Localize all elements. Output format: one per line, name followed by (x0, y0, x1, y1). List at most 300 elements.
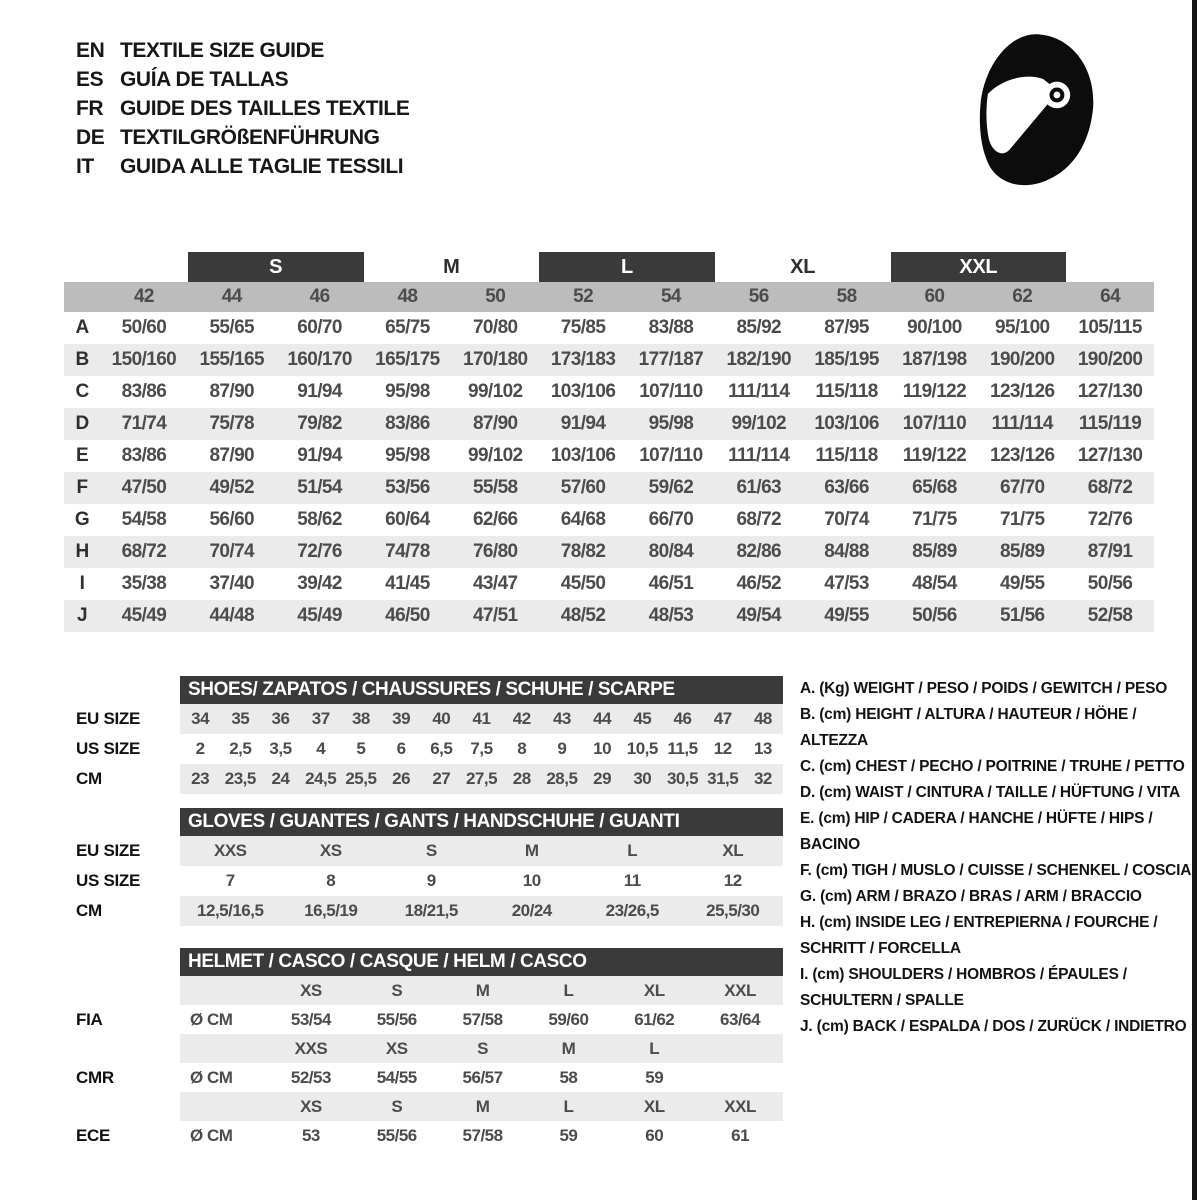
helmet-table (64, 976, 783, 1150)
shoes-value: 38 (351, 709, 370, 728)
helmet-size-label: S (391, 1096, 403, 1116)
gloves-row (64, 896, 783, 926)
size-value: 76/80 (472, 541, 518, 562)
shoes-value: 27 (432, 769, 451, 788)
helmet-sizes-row (64, 976, 783, 1005)
shoes-value: 2,5 (229, 739, 252, 758)
size-value: 95/98 (385, 381, 430, 402)
row-letter: B (75, 349, 89, 370)
numeric-size: 64 (1100, 286, 1121, 307)
size-value: 111/114 (728, 381, 790, 402)
size-value: 95/98 (648, 413, 694, 434)
shoes-value: 36 (271, 709, 290, 728)
size-value: 62/66 (472, 509, 518, 530)
size-value: 37/40 (209, 573, 255, 594)
size-value: 123/126 (990, 445, 1055, 466)
legend-item: B. (cm) HEIGHT / ALTURA / HAUTEUR / HÖHE / ALTEZZA (800, 706, 1137, 749)
size-value: 165/175 (375, 349, 440, 370)
gloves-title: GLOVES / GUANTES / GANTS / HANDSCHUHE / GUANTI (188, 811, 680, 832)
helmet-unit: Ø CM (190, 1009, 233, 1029)
legend-item: A. (Kg) WEIGHT / PESO / POIDS / GEWITCH / PESO (800, 680, 1168, 697)
size-value: 87/91 (1087, 541, 1133, 562)
numeric-size: 52 (573, 286, 594, 307)
legend-item: I. (cm) SHOULDERS / HOMBROS / ÉPAULES / SCHULTERN / SPALLE (800, 966, 1127, 1009)
helmet-unit: Ø CM (190, 1067, 233, 1087)
size-value: 67/70 (999, 477, 1045, 498)
helmet-title: HELMET / CASCO / CASQUE / HELM / CASCO (188, 951, 587, 972)
measurement-row (64, 472, 1154, 504)
size-value: 85/89 (999, 541, 1045, 562)
helmet-sizes-band (180, 976, 783, 1005)
size-value: 103/106 (550, 445, 616, 466)
size-value: 51/56 (999, 605, 1045, 626)
size-value: 119/122 (902, 445, 967, 466)
size-group-xl: XL (790, 255, 816, 278)
shoes-value: 7,5 (470, 739, 493, 758)
helmet-value: 59 (559, 1125, 578, 1145)
language-title: GUÍA DE TALLAS (120, 68, 289, 91)
helmet-value: 57/58 (462, 1009, 503, 1029)
shoes-value: 28,5 (546, 769, 578, 788)
shoes-band (180, 704, 783, 734)
helmet-value: 55/56 (376, 1125, 417, 1145)
shoes-value: 2 (195, 739, 205, 758)
helmet-size-label: S (391, 980, 403, 1000)
helmet-size-label: XS (300, 980, 322, 1000)
size-value: 72/76 (297, 541, 342, 562)
gloves-value: 20/24 (511, 901, 552, 920)
language-row (76, 123, 409, 152)
language-row (76, 36, 409, 65)
gloves-value: 16,5/19 (304, 901, 358, 920)
helmet-size-label: S (477, 1038, 488, 1058)
helmet-size-label: M (475, 980, 490, 1000)
helmet-value: 61 (731, 1125, 750, 1145)
shoes-value: 9 (557, 739, 567, 758)
helmet-value: 63/64 (720, 1009, 761, 1029)
helmet-size-label: XL (643, 980, 665, 1000)
size-value: 91/94 (297, 381, 342, 402)
legend-item: J. (cm) BACK / ESPALDA / DOS / ZURÜCK / INDIETRO (800, 1018, 1187, 1035)
shoes-value: 28 (512, 769, 531, 788)
numeric-size: 60 (924, 286, 945, 307)
size-value: 123/126 (990, 381, 1055, 402)
size-value: 80/84 (648, 541, 694, 562)
size-value: 84/88 (824, 541, 869, 562)
shoes-value: 4 (316, 739, 326, 758)
size-value: 46/51 (648, 573, 694, 594)
gloves-row-label: CM (76, 901, 102, 920)
row-letter: J (77, 605, 87, 626)
language-title: GUIDE DES TAILLES TEXTILE (120, 97, 410, 120)
size-value: 75/78 (209, 413, 255, 434)
shoes-value: 23,5 (224, 769, 256, 788)
legend-item: D. (cm) WAIST / CINTURA / TAILLE / HÜFTUNG / VITA (800, 784, 1180, 801)
size-value: 63/66 (824, 477, 869, 498)
size-value: 45/49 (121, 605, 167, 626)
size-value: 83/86 (121, 445, 167, 466)
size-value: 71/75 (999, 509, 1045, 530)
helmet-value: 53 (301, 1125, 320, 1145)
gloves-value: 11 (623, 871, 641, 890)
size-value: 70/74 (824, 509, 869, 530)
measurement-row (64, 312, 1154, 344)
measurement-row (64, 440, 1154, 472)
helmet-sizes-row (64, 1034, 783, 1063)
size-value: 49/55 (999, 573, 1045, 594)
size-value: 79/82 (297, 413, 342, 434)
row-letter: I (79, 573, 85, 594)
shoes-title: SHOES/ ZAPATOS / CHAUSSURES / SCHUHE / SCARPE (188, 679, 675, 700)
size-value: 49/52 (209, 477, 255, 498)
size-value: 155/165 (199, 349, 264, 370)
size-value: 54/58 (121, 509, 167, 530)
shoes-value: 45 (633, 709, 652, 728)
numeric-size: 54 (660, 286, 681, 307)
helmet-section-header (180, 948, 783, 976)
size-value: 107/110 (639, 381, 703, 402)
measurement-row (64, 536, 1154, 568)
shoes-value: 10 (593, 739, 612, 758)
size-value: 41/45 (385, 573, 430, 594)
shoes-value: 35 (231, 709, 250, 728)
shoes-value: 12 (713, 739, 732, 758)
helmet-values-row (64, 1005, 783, 1034)
helmet-size-label: M (561, 1038, 576, 1058)
size-value: 91/94 (560, 413, 606, 434)
size-value: 190/200 (1077, 349, 1143, 370)
numeric-size: 50 (485, 286, 506, 307)
measurement-row (64, 568, 1154, 600)
size-value: 51/54 (297, 477, 342, 498)
helmet-value: 52/53 (290, 1067, 331, 1087)
language-row (76, 152, 409, 181)
language-code: DE (76, 126, 105, 149)
size-value: 160/170 (287, 349, 352, 370)
helmet-sizes-row (64, 1092, 783, 1121)
helmet-size-label: XS (300, 1096, 322, 1116)
helmet-standard-label: CMR (76, 1067, 114, 1087)
size-value: 56/60 (209, 509, 255, 530)
helmet-standard-label: ECE (76, 1125, 111, 1145)
size-value: 105/115 (1078, 317, 1142, 338)
shoes-value: 29 (593, 769, 612, 788)
helmet-value: 56/57 (462, 1067, 503, 1087)
helmet-values-band (180, 1063, 783, 1092)
size-value: 115/118 (815, 445, 878, 466)
size-value: 90/100 (907, 317, 962, 338)
shoes-value: 3,5 (269, 739, 292, 758)
language-title: TEXTILGRÖßENFÜHRUNG (120, 126, 380, 149)
gloves-band (180, 896, 783, 926)
size-value: 187/198 (902, 349, 967, 370)
shoes-value: 41 (472, 709, 491, 728)
size-value: 99/102 (731, 413, 786, 434)
legend-item: E. (cm) HIP / CADERA / HANCHE / HÜFTE / HIPS / BACINO (800, 810, 1153, 853)
language-row (76, 94, 409, 123)
shoes-value: 39 (392, 709, 411, 728)
size-value: 75/85 (560, 317, 606, 338)
size-value: 99/102 (467, 445, 523, 466)
helmet-value: 54/55 (376, 1067, 417, 1087)
shoes-value: 27,5 (465, 769, 498, 788)
size-value: 68/72 (1087, 477, 1133, 498)
size-value: 52/58 (1087, 605, 1133, 626)
language-code: EN (76, 39, 105, 62)
size-value: 45/50 (560, 573, 606, 594)
size-value: 61/63 (736, 477, 782, 498)
gloves-value: XS (319, 841, 342, 860)
helmet-value: 59 (645, 1067, 664, 1087)
size-value: 68/72 (736, 509, 782, 530)
numeric-size-row (64, 282, 1154, 312)
size-value: 35/38 (121, 573, 167, 594)
gloves-value: 9 (426, 871, 436, 890)
helmet-value: 59/60 (548, 1009, 589, 1029)
size-group-m: M (443, 255, 460, 278)
helmet-size-label: L (649, 1038, 660, 1058)
measurement-row (64, 600, 1154, 632)
size-value: 115/119 (1078, 413, 1142, 434)
size-value: 47/51 (472, 605, 518, 626)
size-group-l: L (539, 252, 715, 282)
size-value: 70/74 (209, 541, 255, 562)
size-value: 55/58 (472, 477, 518, 498)
helmet-size-label: XXS (294, 1038, 328, 1058)
size-value: 58/62 (297, 509, 342, 530)
size-value: 49/55 (824, 605, 869, 626)
measurement-row (64, 504, 1154, 536)
gloves-value: 12 (723, 871, 742, 890)
size-value: 82/86 (736, 541, 782, 562)
shoes-value: 46 (673, 709, 692, 728)
gloves-value: 7 (225, 871, 235, 890)
size-group-row (64, 252, 1154, 282)
shoes-value: 30,5 (666, 769, 699, 788)
size-value: 66/70 (648, 509, 694, 530)
language-code: ES (76, 68, 104, 91)
shoes-band (180, 734, 783, 764)
shoes-value: 37 (311, 709, 330, 728)
size-value: 59/62 (648, 477, 694, 498)
size-value: 85/92 (736, 317, 782, 338)
shoes-value: 8 (517, 739, 527, 758)
gloves-value: XL (722, 841, 744, 860)
helmet-size-label: M (475, 1096, 490, 1116)
size-value: 47/53 (824, 573, 869, 594)
legend-item: C. (cm) CHEST / PECHO / POITRINE / TRUHE / PETTO (800, 758, 1185, 775)
gloves-value: S (425, 841, 437, 860)
size-value: 72/76 (1087, 509, 1133, 530)
numeric-size: 56 (748, 286, 769, 307)
size-value: 111/114 (728, 445, 790, 466)
size-value: 60/70 (297, 317, 342, 338)
measurement-row (64, 376, 1154, 408)
helmet-sizes-band (180, 1092, 783, 1121)
size-group-xxl: XXL (891, 252, 1067, 282)
size-value: 48/54 (912, 573, 957, 594)
size-value: 190/200 (990, 349, 1055, 370)
shoes-row (64, 764, 783, 794)
gloves-value: 18/21,5 (404, 901, 458, 920)
main-size-table (64, 252, 1154, 632)
helmet-row-label (64, 1034, 180, 1063)
size-value: 173/183 (550, 349, 616, 370)
row-letter: A (75, 317, 89, 338)
size-value: 70/80 (472, 317, 518, 338)
legend-item: H. (cm) INSIDE LEG / ENTREPIERNA / FOURCHE / SCHRITT / FORCELLA (800, 914, 1158, 957)
size-value: 50/60 (121, 317, 167, 338)
size-value: 44/48 (209, 605, 255, 626)
helmet-row-label (64, 1092, 180, 1121)
gloves-band (180, 866, 783, 896)
size-value: 55/65 (209, 317, 255, 338)
gloves-table (64, 836, 783, 926)
size-value: 78/82 (560, 541, 606, 562)
legend-item: F. (cm) TIGH / MUSLO / CUISSE / SCHENKEL / COSCIA (800, 862, 1192, 879)
gloves-value: 10 (522, 871, 541, 890)
shoes-value: 43 (552, 709, 571, 728)
shoes-value: 13 (753, 739, 772, 758)
helmet-standard-label: FIA (76, 1009, 103, 1029)
helmet-value: 60 (645, 1125, 664, 1145)
shoes-table (64, 704, 783, 794)
size-value: 95/98 (385, 445, 430, 466)
shoes-value: 23 (191, 769, 210, 788)
size-value: 182/190 (726, 349, 791, 370)
size-value: 48/53 (648, 605, 694, 626)
racing-helmet-icon (972, 28, 1110, 198)
shoes-value: 5 (356, 739, 366, 758)
size-value: 83/86 (121, 381, 167, 402)
gloves-row (64, 836, 783, 866)
size-value: 39/42 (297, 573, 342, 594)
size-value: 49/54 (736, 605, 782, 626)
gloves-row (64, 866, 783, 896)
shoes-value: 47 (713, 709, 732, 728)
size-value: 50/56 (1087, 573, 1133, 594)
size-value: 71/75 (912, 509, 957, 530)
row-letter: G (74, 509, 90, 530)
row-letter: D (75, 413, 89, 434)
measurement-rows (64, 312, 1154, 632)
size-value: 170/180 (463, 349, 528, 370)
helmet-values-band (180, 1005, 783, 1034)
shoes-value: 6,5 (430, 739, 453, 758)
size-value: 83/88 (648, 317, 694, 338)
shoes-value: 6 (396, 739, 406, 758)
gloves-value: 23/26,5 (605, 901, 659, 920)
size-value: 46/52 (736, 573, 782, 594)
helmet-size-label: XXL (724, 1096, 756, 1116)
size-value: 185/195 (814, 349, 879, 370)
numeric-size: 44 (221, 286, 242, 307)
helmet-size-label: XS (385, 1038, 408, 1058)
row-letter: E (75, 445, 89, 466)
gloves-section-header (180, 808, 783, 836)
language-code: FR (76, 97, 104, 120)
size-value: 107/110 (639, 445, 703, 466)
language-title: TEXTILE SIZE GUIDE (120, 39, 324, 62)
size-value: 103/106 (550, 381, 616, 402)
helmet-unit: Ø CM (190, 1125, 233, 1145)
helmet-value: 58 (559, 1067, 578, 1087)
size-value: 85/89 (912, 541, 957, 562)
gloves-value: 8 (326, 871, 336, 890)
language-list (76, 36, 409, 181)
measurement-row (64, 344, 1154, 376)
row-letter: C (75, 381, 89, 402)
shoes-row-label: EU SIZE (76, 709, 141, 728)
shoes-value: 44 (593, 709, 612, 728)
helmet-values-row (64, 1121, 783, 1150)
size-value: 65/68 (912, 477, 957, 498)
helmet-value: 55/56 (376, 1009, 417, 1029)
shoes-row-label: CM (76, 769, 102, 788)
helmet-row-label (64, 976, 180, 1005)
shoes-band (180, 764, 783, 794)
size-value: 50/56 (912, 605, 957, 626)
size-value: 46/50 (385, 605, 430, 626)
size-value: 87/90 (209, 381, 255, 402)
size-value: 91/94 (297, 445, 342, 466)
shoes-value: 40 (432, 709, 451, 728)
language-row (76, 65, 409, 94)
size-value: 57/60 (560, 477, 606, 498)
shoes-value: 24 (271, 769, 290, 788)
shoes-value: 25,5 (345, 769, 377, 788)
size-value: 87/90 (472, 413, 518, 434)
helmet-size-label: L (563, 1096, 574, 1116)
size-value: 103/106 (814, 413, 879, 434)
shoes-value: 42 (512, 709, 531, 728)
size-value: 107/110 (902, 413, 967, 434)
shoes-value: 30 (633, 769, 652, 788)
helmet-size-label: L (563, 980, 574, 1000)
helmet-values-band (180, 1121, 783, 1150)
helmet-size-label: XL (643, 1096, 665, 1116)
size-value: 99/102 (467, 381, 523, 402)
size-value: 53/56 (385, 477, 430, 498)
size-value: 111/114 (991, 413, 1053, 434)
shoes-section-header (180, 676, 783, 704)
measurement-legend (800, 676, 1198, 1040)
size-value: 47/50 (121, 477, 167, 498)
helmet-sizes-band (180, 1034, 783, 1063)
size-value: 64/68 (560, 509, 606, 530)
gloves-value: L (627, 841, 638, 860)
gloves-row-label: EU SIZE (76, 841, 141, 860)
shoes-row (64, 704, 783, 734)
helmet-values-row (64, 1063, 783, 1092)
size-value: 150/160 (111, 349, 177, 370)
size-value: 48/52 (560, 605, 606, 626)
size-value: 115/118 (815, 381, 878, 402)
size-value: 95/100 (994, 317, 1050, 338)
size-value: 127/130 (1077, 381, 1143, 402)
shoes-value: 11,5 (667, 739, 698, 758)
size-value: 119/122 (902, 381, 967, 402)
size-value: 43/47 (472, 573, 518, 594)
size-value: 87/95 (824, 317, 869, 338)
gloves-value: 12,5/16,5 (197, 901, 264, 920)
helmet-value: 61/62 (634, 1009, 675, 1029)
shoes-value: 34 (191, 709, 210, 728)
size-value: 74/78 (385, 541, 430, 562)
shoes-row-label: US SIZE (76, 739, 141, 758)
size-value: 60/64 (385, 509, 430, 530)
shoes-value: 32 (753, 769, 772, 788)
